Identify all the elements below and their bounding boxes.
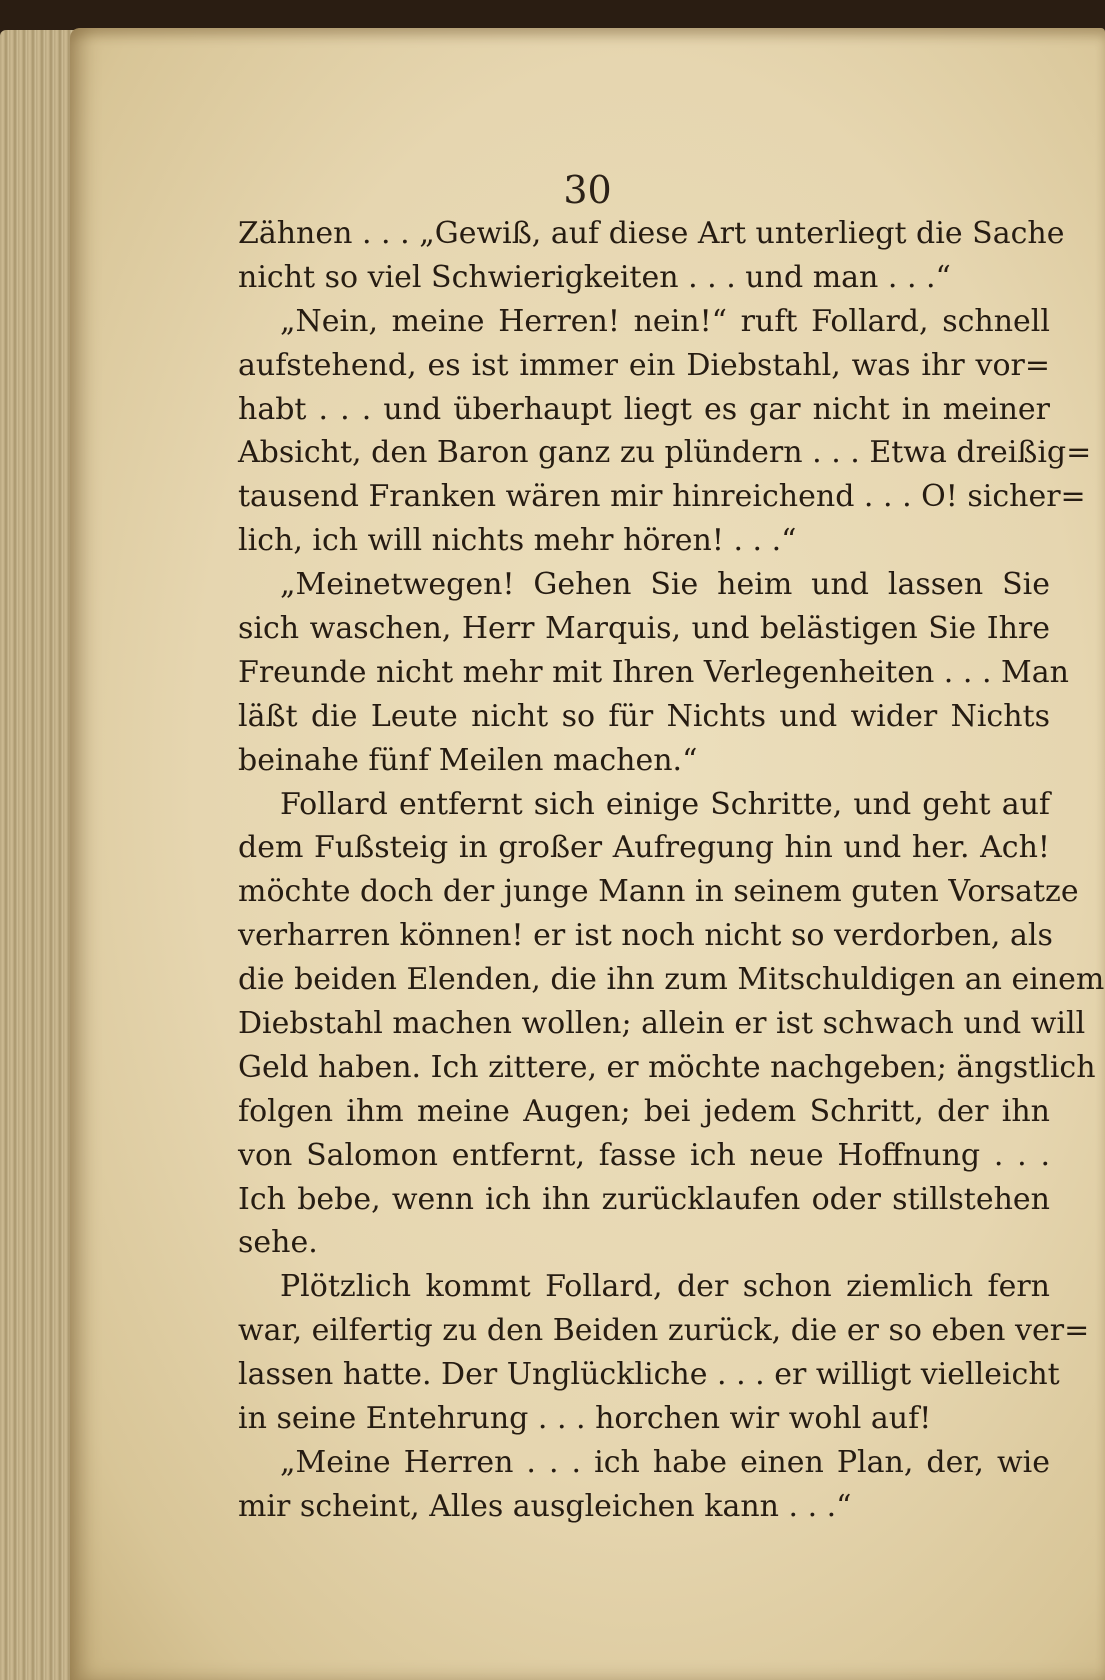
text-line: folgen ihm meine Augen; bei jedem Schritt, der ihn	[238, 1093, 1050, 1129]
text-line: mir scheint, Alles ausgleichen kann . . .“	[238, 1488, 852, 1524]
body-text	[238, 212, 1105, 1529]
text-line: läßt die Leute nicht so für Nichts und wider Nichts	[238, 698, 1050, 734]
text-line: aufstehend, es ist immer ein Diebstahl, was ihr vor=	[238, 347, 1050, 383]
text-line: Diebstahl machen wollen; allein er ist schwach und will	[238, 1006, 1086, 1042]
text-line: die beiden Elenden, die ihn zum Mitschuldigen an einem	[238, 962, 1105, 998]
text-line: Geld haben. Ich zittere, er möchte nachgeben; ängstlich	[238, 1049, 1096, 1085]
text-line: „Nein, meine Herren! nein!“ ruft Follard, schnell	[280, 303, 1050, 339]
text-line: lassen hatte. Der Unglückliche . . . er willigt vielleicht	[238, 1357, 1060, 1393]
text-line: dem Fußsteig in großer Aufregung hin und her. Ach!	[238, 830, 1050, 866]
text-line: Plötzlich kommt Follard, der schon ziemlich fern	[280, 1269, 1050, 1305]
text-line: Ich bebe, wenn ich ihn zurücklaufen oder stillstehen	[238, 1181, 1050, 1217]
text-line: möchte doch der junge Mann in seinem guten Vorsatze	[238, 874, 1079, 910]
text-line: tausend Franken wären mir hinreichend . . . O! sicher=	[238, 479, 1086, 515]
text-line: beinahe fünf Meilen machen.“	[238, 742, 698, 778]
text-line: habt . . . und überhaupt liegt es gar nicht in meiner	[238, 391, 1050, 427]
page-number: 30	[563, 168, 612, 212]
text-line: „Meinetwegen! Gehen Sie heim und lassen Sie	[280, 567, 1050, 603]
text-line: war, eilfertig zu den Beiden zurück, die er so eben ver=	[238, 1313, 1090, 1349]
text-line: sehe.	[238, 1225, 318, 1261]
text-line: „Meine Herren . . . ich habe einen Plan, der, wie	[280, 1444, 1050, 1480]
text-line: lich, ich will nichts mehr hören! . . .“	[238, 523, 797, 559]
text-line: Freunde nicht mehr mit Ihren Verlegenheiten . . . Man	[238, 654, 1069, 690]
text-line: Zähnen . . . „Gewiß, auf diese Art unterliegt die Sache	[238, 216, 1065, 251]
text-line: Follard entfernt sich einige Schritte, und geht auf	[280, 786, 1050, 822]
text-line: Absicht, den Baron ganz zu plündern . . . Etwa dreißig=	[238, 435, 1092, 471]
text-line: von Salomon entfernt, fasse ich neue Hoffnung . . .	[238, 1137, 1050, 1173]
text-line: verharren können! er ist noch nicht so verdorben, als	[238, 918, 1053, 954]
text-line: nicht so viel Schwierigkeiten . . . und man . . .“	[238, 259, 951, 295]
text-line: sich waschen, Herr Marquis, und belästigen Sie Ihre	[238, 611, 1050, 647]
text-line: in seine Entehrung . . . horchen wir wohl auf!	[238, 1401, 932, 1437]
